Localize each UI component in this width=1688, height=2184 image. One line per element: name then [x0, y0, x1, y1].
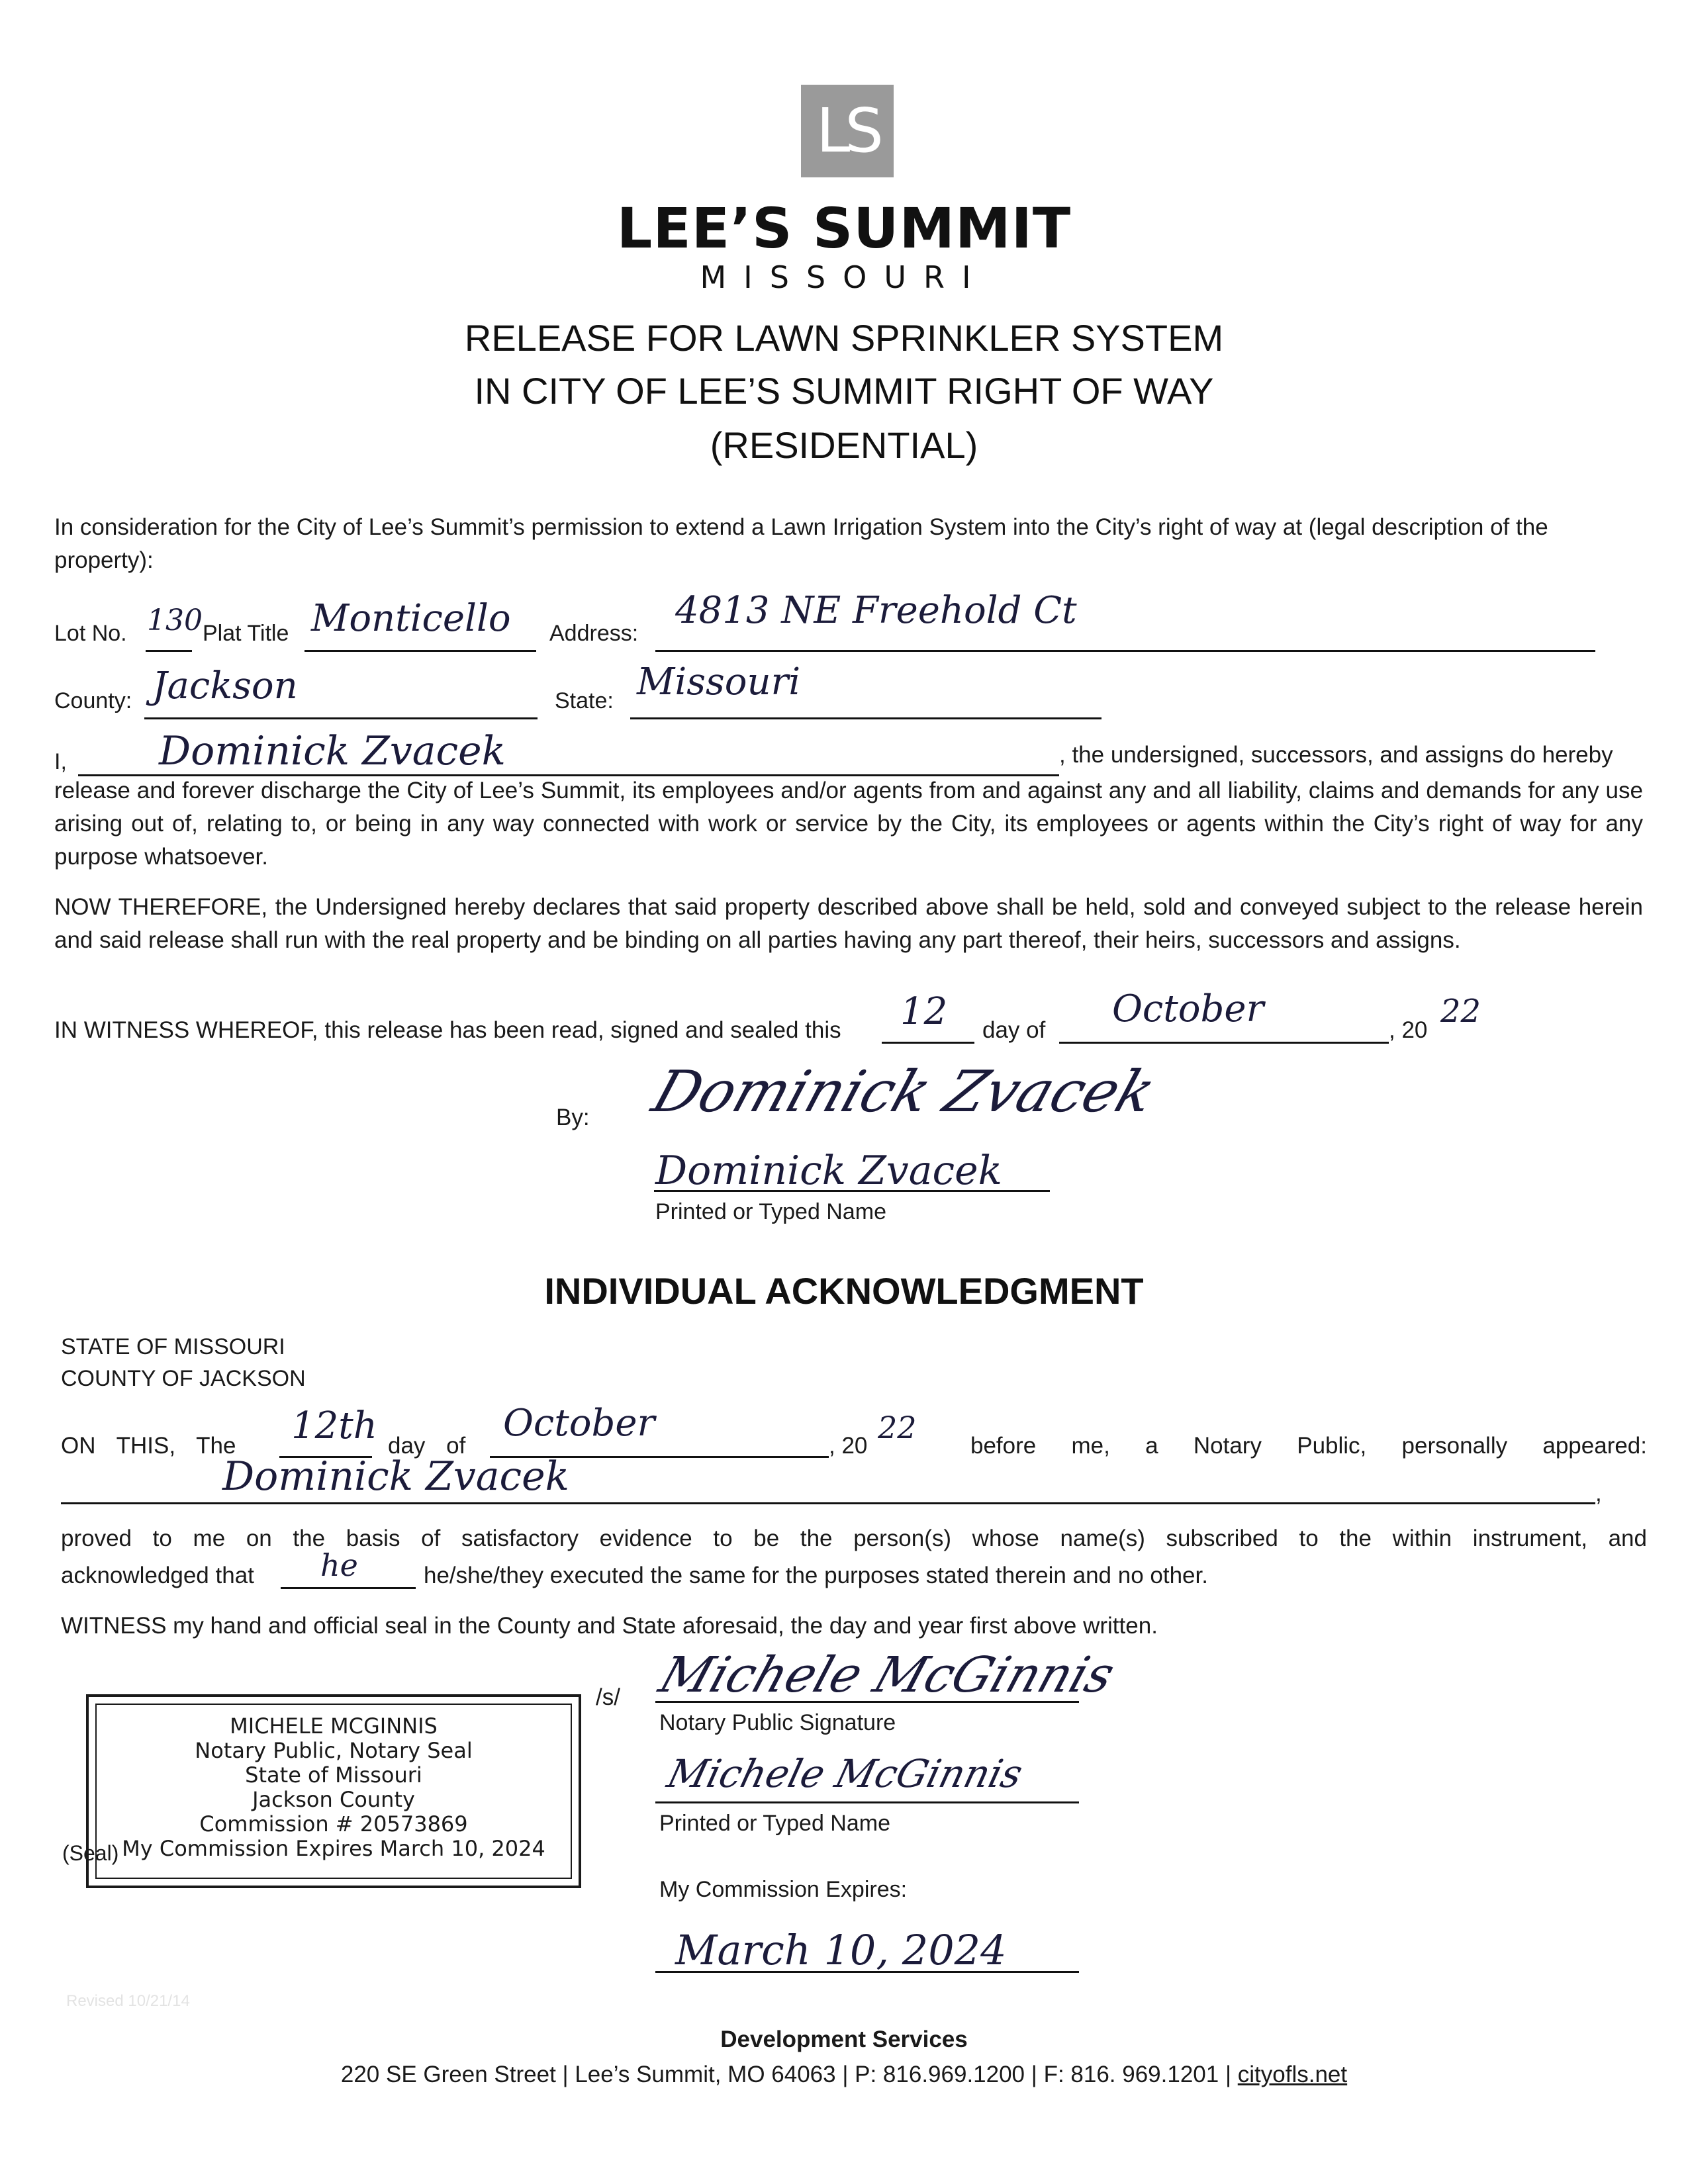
footer-contact — [0, 2062, 1688, 2088]
document-title-line-2: IN CITY OF LEE’S SUMMIT RIGHT OF WAY — [474, 370, 1214, 412]
acknowledged-prefix: acknowledged that — [61, 1563, 254, 1588]
footer-department: Development Services — [720, 2026, 968, 2052]
state-value: Missouri — [637, 660, 801, 704]
witness-day-value: 12 — [900, 990, 948, 1033]
revised-note: Revised 10/21/14 — [66, 1992, 190, 2010]
releasor-signature: Dominick Zvacek — [644, 1059, 1164, 1125]
plat-title-label: Plat Title — [203, 621, 289, 646]
document-title-line-1: RELEASE FOR LAWN SPRINKLER SYSTEM — [464, 317, 1224, 359]
proved-line: proved to me on the basis of satisfactory evidence to be the person(s) whose name(s) subscribed to the within instrument, and — [61, 1525, 1647, 1551]
notary-printed-underline — [655, 1801, 1079, 1803]
release-first-line-tail: , the undersigned, successors, and assigns do hereby — [1059, 742, 1613, 768]
witness-day-underline — [882, 1042, 974, 1044]
ack-before-me: before me, a Notary Public, personally appeared: — [970, 1433, 1647, 1459]
plat-title-value: Monticello — [311, 597, 511, 640]
logo-text: LS — [816, 95, 878, 166]
notary-signature-label: Notary Public Signature — [659, 1710, 896, 1735]
pronoun-value: he — [320, 1547, 358, 1583]
stamp-line: My Commission Expires March 10, 2024 — [122, 1836, 545, 1861]
witness-year-value: 22 — [1440, 993, 1481, 1030]
notary-signature-underline — [655, 1701, 1079, 1703]
stamp-line: MICHELE MCGINNIS — [230, 1713, 438, 1739]
county-value: Jackson — [152, 664, 298, 707]
release-paragraph: release and forever discharge the City of Lee’s Summit, its employees and/or agents from and against any and all liability, claims and demands for any use arising out of, relating to, or being in any way connected with work or service by the City, its employees or agents within the City’s right of way for any purpose whatsoever. — [54, 778, 1643, 870]
printed-name-underline — [654, 1190, 1050, 1192]
pronoun-underline — [281, 1587, 416, 1589]
lot-label: Lot No. — [54, 621, 127, 646]
plat-title-underline — [305, 650, 536, 652]
stamp-line: Notary Public, Notary Seal — [195, 1738, 473, 1763]
city-name: LEE’S SUMMIT — [616, 196, 1072, 261]
document-title-line-3: (RESIDENTIAL) — [710, 424, 978, 466]
state-underline — [630, 717, 1102, 719]
s-label: /s/ — [596, 1684, 620, 1710]
notary-signature: Michele McGinnis — [653, 1647, 1122, 1704]
notary-printed-name: Michele McGinnis — [663, 1751, 1027, 1796]
commission-expires-underline — [655, 1971, 1079, 1973]
county-of-line: COUNTY OF JACKSON — [61, 1366, 306, 1391]
releasor-name-value: Dominick Zvacek — [159, 728, 506, 774]
state-label: State: — [555, 688, 614, 713]
address-underline — [655, 650, 1595, 652]
city-logo — [801, 85, 894, 177]
acknowledged-suffix: he/she/they executed the same for the purposes stated therein and no other. — [424, 1563, 1208, 1588]
county-label: County: — [54, 688, 132, 713]
address-value: 4813 NE Freehold Ct — [675, 589, 1077, 632]
state-name: MISSOURI — [700, 259, 988, 295]
now-therefore-paragraph: NOW THEREFORE, the Undersigned hereby declares that said property described above shall be held, sold and conveyed subject to the release herein and said release shall run with the real property and be binding on all parties having any part thereof, their heirs, successors and assigns. — [54, 894, 1643, 953]
on-this-label: ON THIS, The — [61, 1433, 236, 1459]
footer-website-link[interactable]: cityofls.net — [1237, 2062, 1348, 2087]
witness-month-value: October — [1112, 987, 1264, 1030]
ack-year-prefix: , 20 — [829, 1433, 868, 1459]
stamp-line: Commission # 20573869 — [199, 1811, 468, 1837]
ack-year-value: 22 — [878, 1410, 917, 1445]
stamp-line: State of Missouri — [245, 1762, 422, 1788]
notary-seal-stamp — [86, 1694, 581, 1888]
ack-month-value: October — [503, 1402, 655, 1445]
release-i-label: I, — [54, 749, 67, 774]
address-label: Address: — [549, 621, 639, 646]
ack-day-value: 12th — [291, 1404, 377, 1447]
notary-printed-label: Printed or Typed Name — [659, 1811, 890, 1836]
stamp-line: Jackson County — [252, 1787, 415, 1812]
county-underline — [144, 717, 538, 719]
commission-expires-label: My Commission Expires: — [659, 1877, 908, 1902]
appeared-person-underline — [61, 1502, 1595, 1504]
printed-name-label: Printed or Typed Name — [655, 1199, 886, 1224]
footer-address: 220 SE Green Street | Lee’s Summit, MO 64063 | P: 816.969.1200 | F: 816. 969.1201 | — [340, 2062, 1238, 2087]
state-of-line: STATE OF MISSOURI — [61, 1334, 285, 1359]
ack-day-of: day of — [388, 1433, 466, 1459]
lot-underline — [146, 650, 192, 652]
witness-prefix: IN WITNESS WHEREOF, this release has been read, signed and sealed this — [54, 1017, 841, 1043]
by-label: By: — [556, 1105, 590, 1130]
lot-value: 130 — [147, 604, 203, 637]
acknowledgment-heading: INDIVIDUAL ACKNOWLEDGMENT — [544, 1270, 1144, 1312]
appeared-comma: , — [1595, 1480, 1602, 1506]
seal-label: (Seal) — [62, 1841, 119, 1865]
witness-day-of: day of — [982, 1017, 1046, 1043]
releasor-printed-name: Dominick Zvacek — [655, 1148, 1003, 1194]
witness-month-underline — [1059, 1042, 1389, 1044]
commission-expires-value: March 10, 2024 — [675, 1926, 1007, 1974]
witness-hand-line: WITNESS my hand and official seal in the County and State aforesaid, the day and year first above written. — [61, 1613, 1158, 1639]
intro-paragraph: In consideration for the City of Lee’s Summit’s permission to extend a Lawn Irrigation System into the City’s right of way at (legal description of the property): — [54, 514, 1548, 573]
appeared-person-value: Dominick Zvacek — [222, 1453, 570, 1500]
witness-year-prefix: , 20 — [1389, 1017, 1428, 1043]
